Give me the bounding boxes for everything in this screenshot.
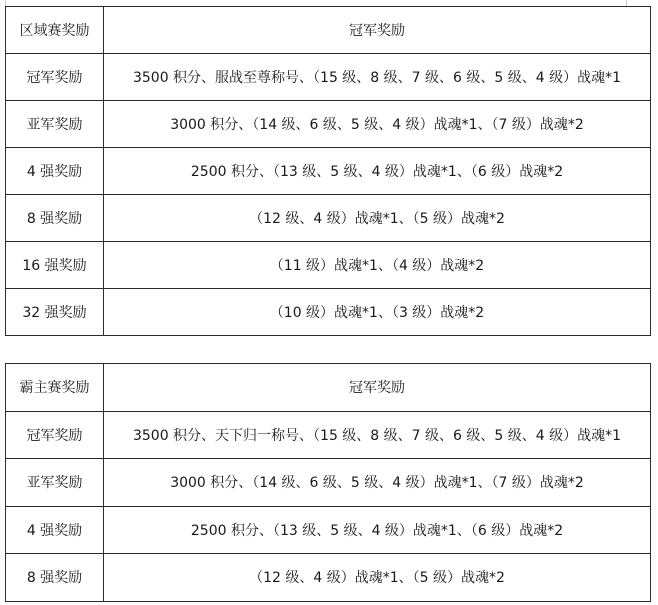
table-header-row [6, 364, 651, 412]
table-row [6, 101, 651, 148]
table-row [6, 289, 651, 336]
rank-cell: 8 强奖励 [6, 554, 104, 602]
rank-cell: 亚军奖励 [6, 459, 104, 507]
reward-cell: （10 级）战魂*1、（3 级）战魂*2 [104, 289, 651, 336]
reward-cell: 3000 积分、（14 级、6 级、5 级、4 级）战魂*1、（7 级）战魂*2 [104, 459, 651, 507]
rank-cell: 亚军奖励 [6, 101, 104, 148]
header-cell: 冠军奖励 [104, 364, 651, 412]
reward-cell: 3500 积分、服战至尊称号、（15 级、8 级、7 级、6 级、5 级、4 级）战魂*1 [104, 54, 651, 101]
reward-cell: （12 级、4 级）战魂*1、（5 级）战魂*2 [104, 554, 651, 602]
table-header-row [6, 7, 651, 54]
header-cell: 霸主赛奖励 [6, 364, 104, 412]
reward-cell: 2500 积分、（13 级、5 级、4 级）战魂*1、（6 级）战魂*2 [104, 506, 651, 554]
overlord-rewards-table [5, 363, 651, 602]
reward-cell: 3000 积分、（14 级、6 级、5 级、4 级）战魂*1、（7 级）战魂*2 [104, 101, 651, 148]
header-cell: 区域赛奖励 [6, 7, 104, 54]
rank-cell: 4 强奖励 [6, 148, 104, 195]
rank-cell: 冠军奖励 [6, 54, 104, 101]
regional-rewards-table [5, 6, 651, 336]
rank-cell: 32 强奖励 [6, 289, 104, 336]
rank-cell: 冠军奖励 [6, 411, 104, 459]
table-row [6, 195, 651, 242]
rank-cell: 4 强奖励 [6, 506, 104, 554]
table-row [6, 411, 651, 459]
rank-cell: 8 强奖励 [6, 195, 104, 242]
table-row [6, 554, 651, 602]
header-cell: 冠军奖励 [104, 7, 651, 54]
rank-cell: 16 强奖励 [6, 242, 104, 289]
reward-cell: （11 级）战魂*1、（4 级）战魂*2 [104, 242, 651, 289]
table-row [6, 242, 651, 289]
table-row [6, 148, 651, 195]
reward-cell: （12 级、4 级）战魂*1、（5 级）战魂*2 [104, 195, 651, 242]
reward-cell: 2500 积分、（13 级、5 级、4 级）战魂*1、（6 级）战魂*2 [104, 148, 651, 195]
table-row [6, 506, 651, 554]
table-row [6, 459, 651, 507]
table-row [6, 54, 651, 101]
reward-cell: 3500 积分、天下归一称号、（15 级、8 级、7 级、6 级、5 级、4 级）战魂*1 [104, 411, 651, 459]
